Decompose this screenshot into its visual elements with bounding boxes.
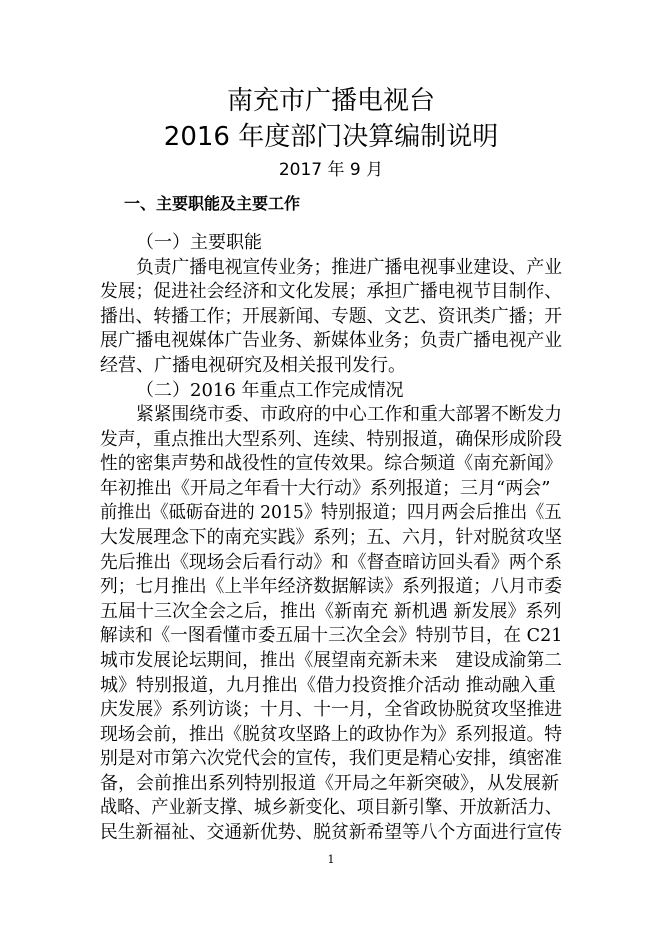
- paragraph-line: 经营、广播电视研究及相关报刊发行。: [100, 355, 406, 376]
- paragraph-line: 发声，重点推出大型系列、连续、特别报道，确保形成阶段: [100, 429, 563, 450]
- paragraph-line: 年初推出《开局之年看十大行动》系列报道；三月“两会”: [100, 478, 551, 499]
- paragraph-line: 前推出《砥砺奋进的 2015》特别报道；四月两会后推出《五: [100, 502, 562, 523]
- paragraph-line: 性的密集声势和战役性的宣传效果。综合频道《南充新闻》: [100, 453, 563, 474]
- section-heading-main-functions: 一、主要职能及主要工作: [124, 194, 301, 213]
- document-date: 2017 年 9 月: [278, 160, 384, 180]
- paragraph-line: 列；七月推出《上半年经济数据解读》系列报道；八月市委: [100, 576, 563, 597]
- paragraph-line: 战略、产业新支撑、城乡新变化、项目新引擎、开放新活力、: [100, 797, 562, 818]
- paragraph-line: 大发展理念下的南充实践》系列；五、六月，针对脱贫攻坚: [100, 527, 563, 548]
- paragraph-line: 城市发展论坛期间，推出《展望南充新未来 建设成渝第二: [100, 650, 563, 671]
- paragraph-line: 现场会前，推出《脱贫攻坚路上的政协作为》系列报道。特: [100, 724, 563, 745]
- paragraph-line: 解读和《一图看懂市委五届十三次全会》特别节目，在 C21: [100, 625, 563, 646]
- paragraph-line: 城》特别报道，九月推出《借力投资推介活动 推动融入重: [100, 675, 556, 696]
- paragraph-line: 负责广播电视宣传业务；推进广播电视事业建设、产业: [136, 257, 562, 278]
- document-title-org: 南充市广播电视台: [226, 86, 435, 116]
- paragraph-line: 先后推出《现场会后看行动》和《督查暗访回头看》两个系: [100, 552, 563, 573]
- paragraph-line: 民生新福祉、交通新优势、脱贫新希望等八个方面进行宣传: [100, 822, 563, 843]
- document-title-report: 2016 年度部门决算编制说明: [163, 122, 499, 152]
- paragraph-line: 备，会前推出系列特别报道《开局之年新突破》，从发展新: [100, 773, 559, 794]
- paragraph-line: 五届十三次全会之后，推出《新南充 新机遇 新发展》系列: [100, 601, 562, 622]
- paragraph-line: 播出、转播工作；开展新闻、专题、文艺、资讯类广播；开: [100, 306, 563, 327]
- paragraph-line: 发展；促进社会经济和文化发展；承担广播电视节目制作、: [100, 281, 563, 302]
- paragraph-line: 别是对市第六次党代会的宣传，我们更是精心安排，缜密准: [100, 748, 563, 769]
- paragraph-line: 展广播电视媒体广告业务、新媒体业务；负责广播电视产业: [100, 330, 563, 351]
- subsection-heading-key-work: （二）2016 年重点工作完成情况: [136, 380, 404, 401]
- page-number: 1: [327, 853, 335, 866]
- subsection-heading-functions: （一）主要职能: [136, 232, 262, 253]
- paragraph-line: 庆发展》系列访谈；十月、十一月，全省政协脱贫攻坚推进: [100, 699, 563, 720]
- paragraph-line: 紧紧围绕市委、市政府的中心工作和重大部署不断发力: [136, 404, 562, 425]
